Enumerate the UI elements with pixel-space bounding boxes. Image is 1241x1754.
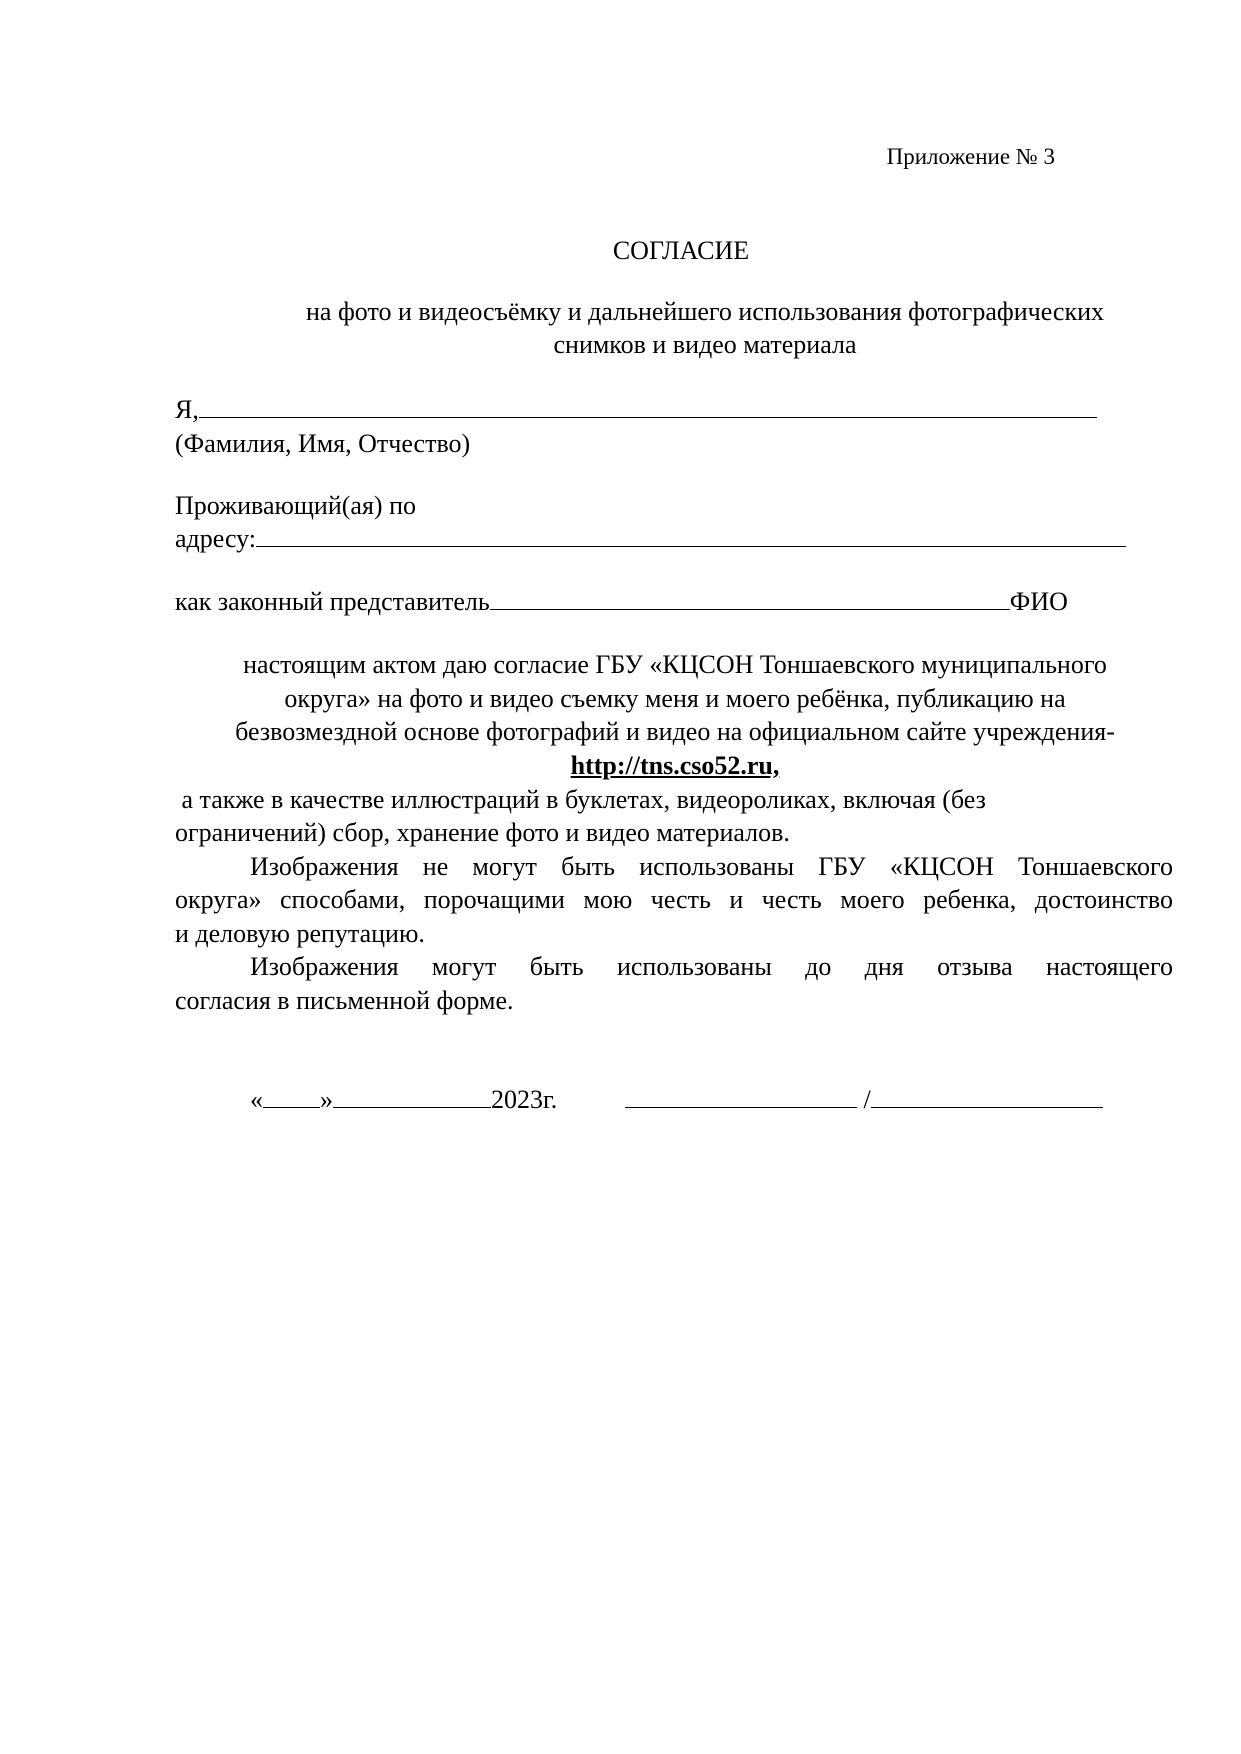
address-field-row [175,522,1126,555]
signature-blank-line [625,1085,857,1108]
website-link[interactable]: http://tns.cso52.ru, [570,751,780,780]
address-blank-line [256,524,1126,547]
representative-label: как законный представитель [175,587,490,616]
paragraph2-line-1: Изображения не могут быть использованы ГБУ «КЦСОН Тоншаевского [250,852,1173,881]
representative-blank-line [490,587,1010,610]
date-year: 2023г. [491,1085,558,1114]
consent-line-3: безвозмездной основе фотографий и видео на официальном сайте учреждения- [235,717,1115,746]
document-subtitle [175,295,1235,361]
representative-field-row [175,585,1068,618]
consent-line-1: настоящим актом даю согласие ГБУ «КЦСОН Тоншаевского муниципального [243,650,1107,679]
date-field-row [250,1083,557,1116]
fio-blank-line [199,395,1097,418]
paragraph2-line-2: округа» способами, порочащими мою честь и честь моего ребенка, достоинство [175,885,1173,914]
consent-line-4: а также в качестве иллюстраций в буклетах, видеороликах, включая (без [175,785,986,814]
appendix-label: Приложение № 3 [886,144,1055,169]
signature-name-blank-line [871,1085,1103,1108]
signature-field-row [625,1083,1103,1116]
consent-line-5: ограничений) сбор, хранение фото и видео материалов. [175,818,790,847]
day-blank-line [263,1085,320,1108]
consent-link-row [175,749,1175,782]
document-title: СОГЛАСИЕ [612,236,750,265]
fio-hint: (Фамилия, Имя, Отчество) [175,429,471,458]
ya-field-row [175,393,1097,426]
signature-slash: / [863,1085,871,1114]
ya-label: Я, [175,395,199,424]
paragraph2-line-3: и деловую репутацию. [175,919,425,948]
address-label: адресу: [175,524,257,553]
date-close-quote: » [320,1085,333,1114]
date-open-quote: « [250,1085,263,1114]
residing-label: Проживающий(ая) по [175,491,416,520]
paragraph3-line-1: Изображения могут быть использованы до дня отзыва настоящего [250,952,1173,981]
month-blank-line [333,1085,491,1108]
subtitle-line-2: снимков и видео материала [553,330,857,359]
subtitle-line-1: на фото и видеосъёмку и дальнейшего использования фотографических [305,297,1104,326]
representative-suffix: ФИО [1009,587,1068,616]
paragraph3-line-2: согласия в письменной форме. [175,986,514,1015]
consent-line-2: округа» на фото и видео съемку меня и моего ребёнка, публикацию на [284,684,1066,713]
